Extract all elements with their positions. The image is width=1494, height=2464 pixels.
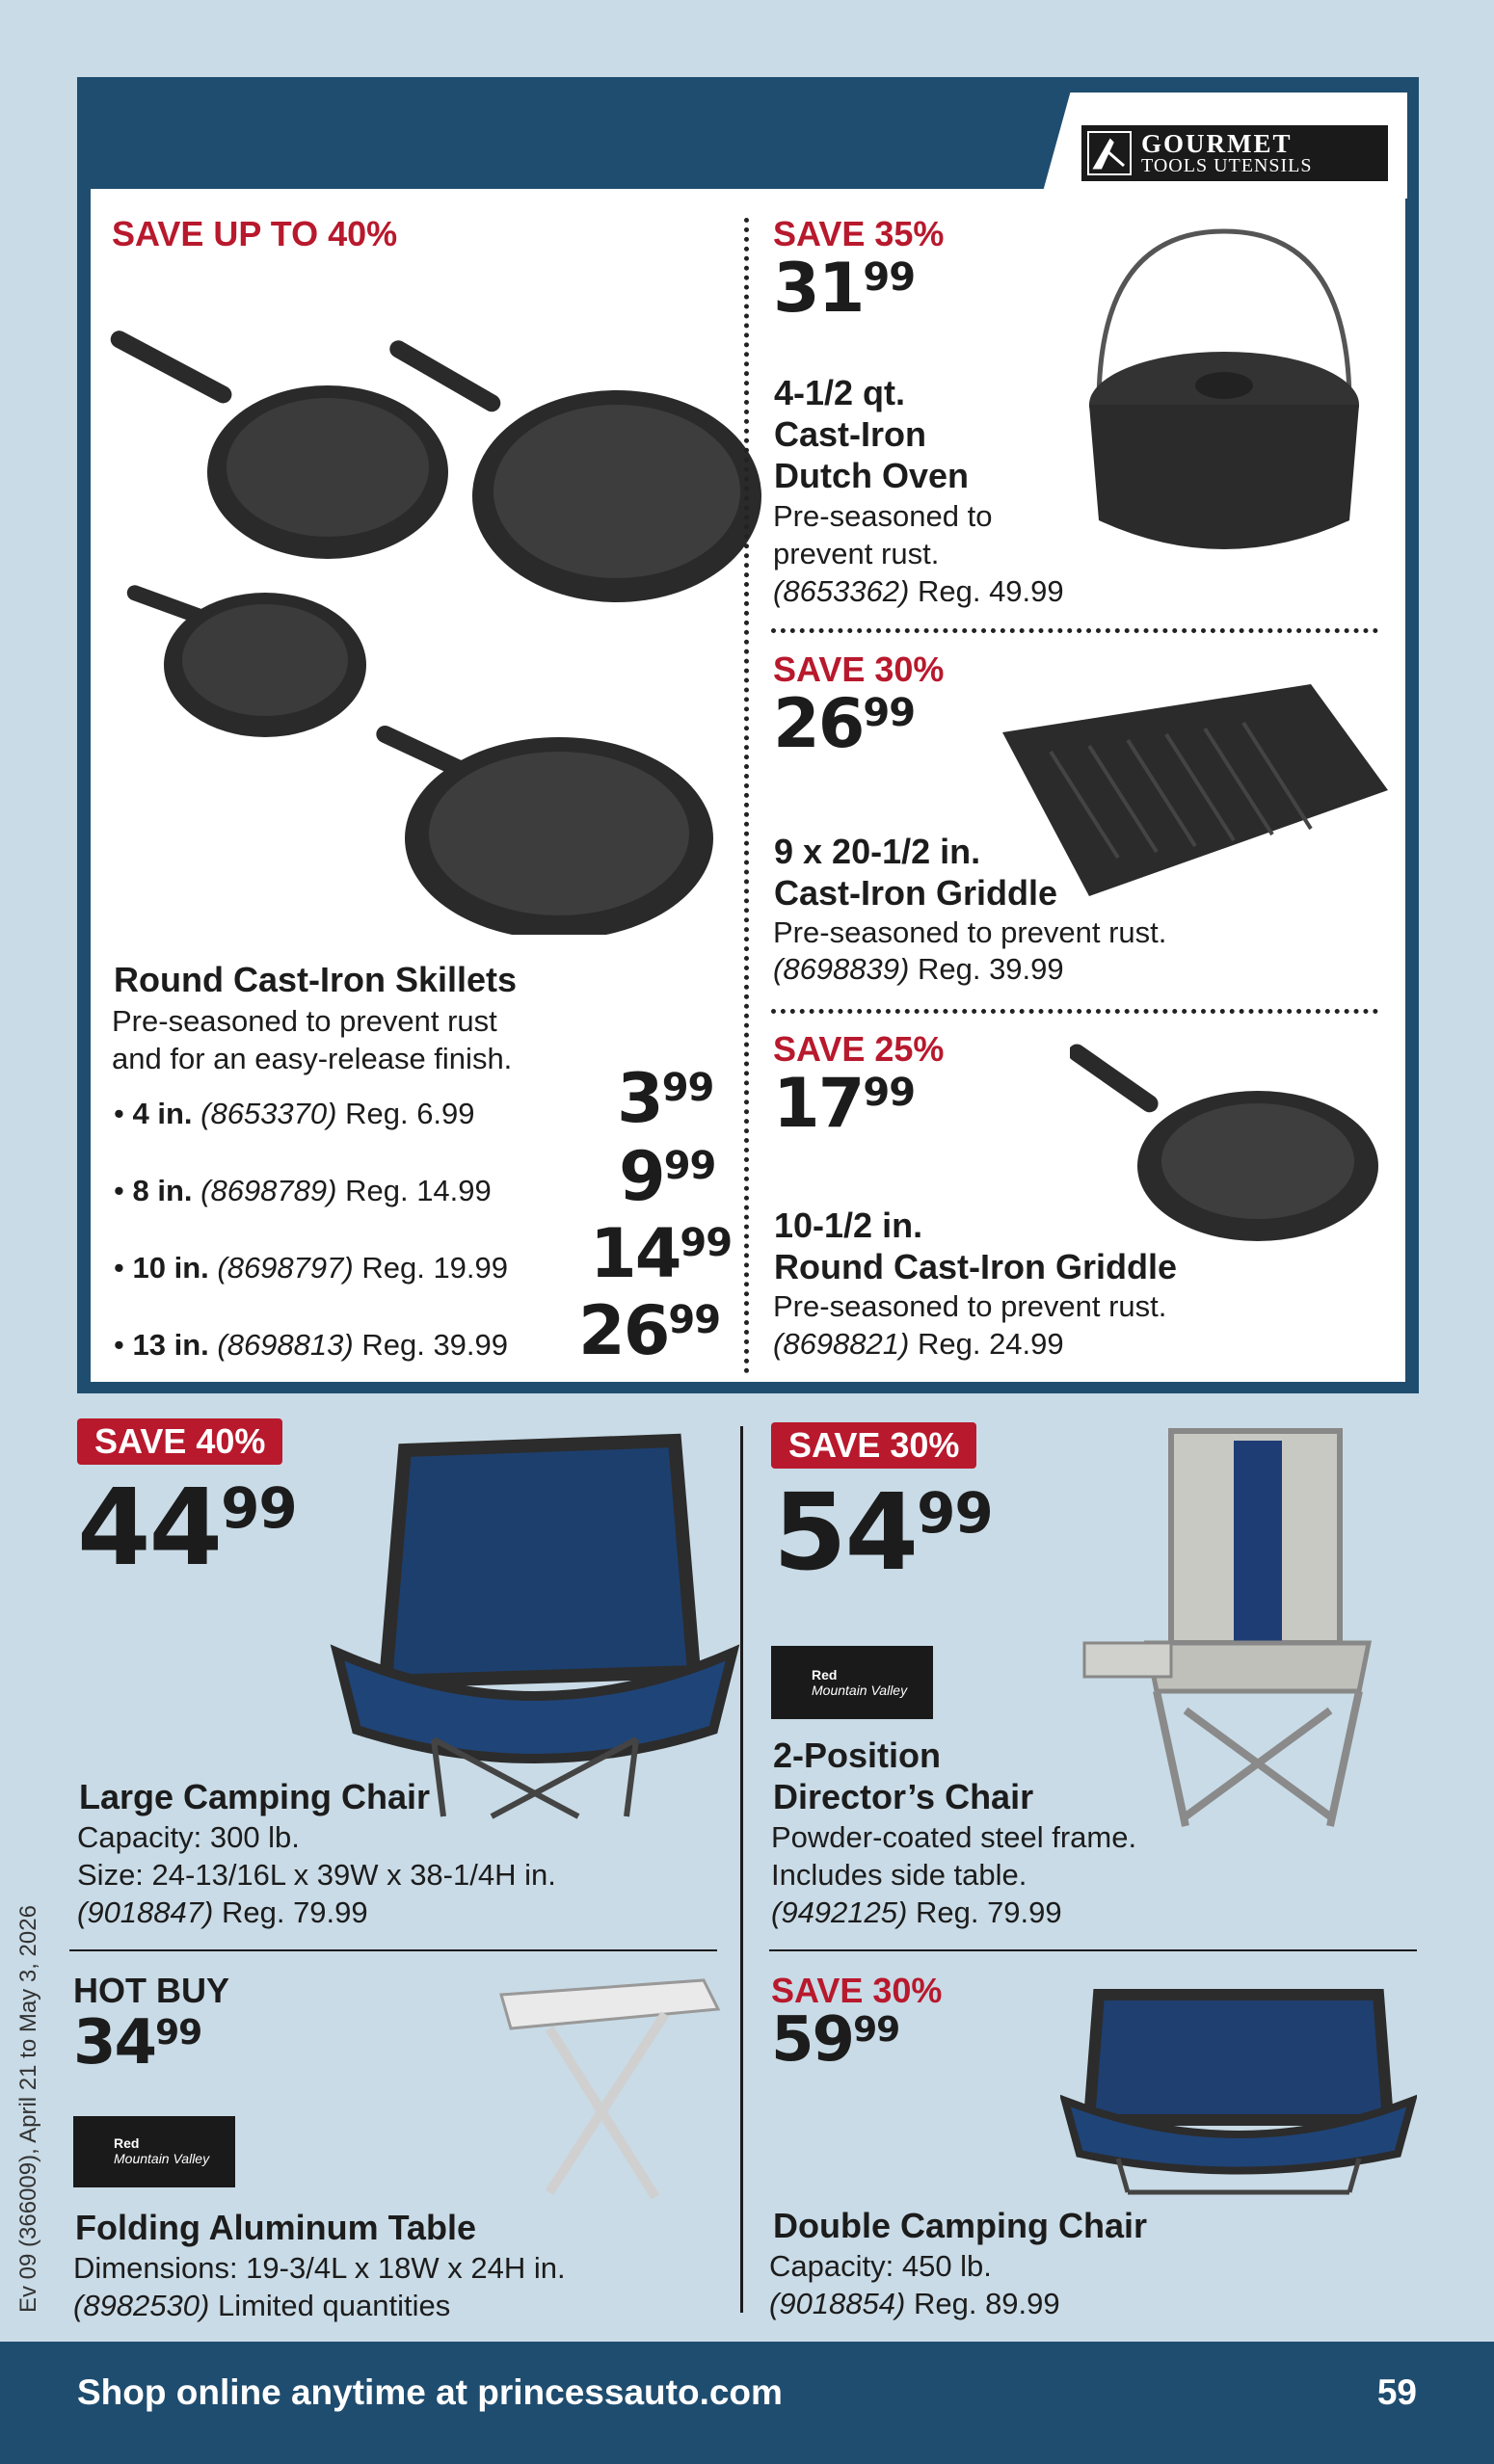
griddle-title2: Cast-Iron Griddle (774, 873, 1058, 913)
skillet-reg: Reg. 6.99 (345, 1097, 475, 1130)
directors-chair-save: SAVE 30% (771, 1422, 976, 1469)
red-mountain-valley-logo: Red Mountain Valley (771, 1646, 933, 1719)
skillet-price: $14^{99}$ (590, 1214, 733, 1293)
round-griddle-title1: 10-1/2 in. (774, 1206, 923, 1245)
skillet-reg: Reg. 39.99 (361, 1328, 509, 1362)
folding-table-image (492, 1975, 723, 2207)
griddle-reg: Reg. 39.99 (917, 952, 1064, 986)
directors-chair-title2: Director’s Chair (773, 1777, 1034, 1816)
directors-chair-price: $54^{99}$ (773, 1470, 993, 1594)
table-sku: (8982530) (73, 2289, 210, 2322)
double-chair-image (1060, 1975, 1417, 2197)
dutch-oven-title2: Cast-Iron (774, 414, 927, 454)
double-chair-reg: Reg. 89.99 (913, 2287, 1060, 2320)
brand-line2: TOOLS UTENSILS (1141, 155, 1313, 176)
table-price: $34^{99}$ (73, 2007, 202, 2079)
divider (769, 1949, 1417, 1951)
skillet-reg: Reg. 14.99 (345, 1174, 492, 1207)
dutch-oven-sku: (8653362) (773, 574, 910, 608)
brand-line1: GOURMET (1141, 129, 1293, 158)
gourmet-logo (1081, 125, 1388, 181)
skillet-size: 4 in. (132, 1097, 193, 1130)
skillets-desc2: and for an easy-release finish. (112, 1042, 513, 1075)
directors-chair-sku: (9492125) (771, 1895, 908, 1929)
round-griddle-desc: Pre-seasoned to prevent rust. (773, 1289, 1167, 1323)
large-chair-sku-line (77, 1894, 368, 1931)
round-griddle-sku: (8698821) (773, 1327, 910, 1361)
dutch-oven-save: SAVE 35% (773, 214, 945, 253)
skillet-size: 8 in. (132, 1174, 193, 1207)
round-griddle-sku-line (773, 1325, 1064, 1363)
large-chair-size: Size: 24-13/16L x 39W x 38-1/4H in. (77, 1858, 556, 1892)
footer (0, 2342, 1494, 2464)
large-chair-save: SAVE 40% (77, 1418, 282, 1465)
table-title: Folding Aluminum Table (75, 2208, 476, 2247)
directors-chair-title1: 2-Position (773, 1735, 942, 1775)
double-chair-sku: (9018854) (769, 2287, 906, 2320)
divider (771, 1009, 1378, 1014)
skillet-sku: (8698789) (200, 1174, 337, 1207)
large-chair-sku: (9018847) (77, 1895, 214, 1929)
table-save: HOT BUY (73, 1971, 229, 2010)
directors-chair-frame: Powder-coated steel frame. (771, 1820, 1137, 1854)
large-chair-reg: Reg. 79.99 (221, 1895, 368, 1929)
large-chair-image (328, 1421, 742, 1826)
skillet-sku: (8698797) (217, 1251, 354, 1285)
skillets-title: Round Cast-Iron Skillets (114, 960, 518, 999)
dutch-oven-price: $31^{99}$ (773, 249, 916, 328)
griddle-sku: (8698839) (773, 952, 910, 986)
round-griddle-reg: Reg. 24.99 (917, 1327, 1064, 1361)
griddle-sku-line (773, 950, 1064, 988)
double-chair-title: Double Camping Chair (773, 2206, 1148, 2245)
bullet-icon: • (114, 1097, 124, 1130)
table-sku-line (73, 2287, 450, 2324)
dutch-oven-title1: 4-1/2 qt. (774, 373, 906, 412)
skillet-sku: (8653370) (200, 1097, 337, 1130)
skillets-image (106, 318, 771, 935)
round-griddle-save: SAVE 25% (773, 1029, 945, 1069)
bullet-icon: • (114, 1174, 124, 1207)
bullet-icon: • (114, 1328, 124, 1362)
column-divider (744, 218, 749, 1374)
dutch-oven-reg: Reg. 49.99 (917, 574, 1064, 608)
divider (771, 628, 1378, 633)
double-chair-capacity: Capacity: 450 lb. (769, 2249, 992, 2283)
large-chair-price: $44^{99}$ (77, 1466, 297, 1589)
skillets-desc1: Pre-seasoned to prevent rust (112, 1004, 497, 1038)
directors-chair-reg: Reg. 79.99 (915, 1895, 1062, 1929)
directors-chair-table: Includes side table. (771, 1858, 1027, 1892)
skillet-reg: Reg. 19.99 (361, 1251, 509, 1285)
double-chair-save: SAVE 30% (771, 1971, 943, 2010)
skillet-price: $9^{99}$ (619, 1137, 716, 1216)
flyer-edition-text: Ev 09 (366009), April 21 to May 3, 2026 (15, 1905, 41, 2313)
dutch-oven-sku-line (773, 572, 1064, 610)
skillet-price: $26^{99}$ (578, 1291, 721, 1370)
griddle-save: SAVE 30% (773, 649, 945, 689)
skillet-sku: (8698813) (217, 1328, 354, 1362)
divider (69, 1949, 717, 1951)
round-griddle-title2: Round Cast-Iron Griddle (774, 1247, 1177, 1286)
bullet-icon: • (114, 1251, 124, 1285)
griddle-title1: 9 x 20-1/2 in. (774, 832, 981, 871)
round-griddle-image (1070, 1031, 1378, 1253)
round-griddle-price: $17^{99}$ (773, 1064, 916, 1143)
dutch-oven-title3: Dutch Oven (774, 456, 970, 495)
directors-chair-image (1080, 1421, 1417, 1845)
large-chair-capacity: Capacity: 300 lb. (77, 1820, 300, 1854)
large-chair-title: Large Camping Chair (79, 1777, 431, 1816)
griddle-price: $26^{99}$ (773, 684, 916, 763)
table-dims: Dimensions: 19-3/4L x 18W x 24H in. (73, 2251, 566, 2285)
skillet-size: 13 in. (132, 1328, 209, 1362)
skillet-size: 10 in. (132, 1251, 209, 1285)
red-mountain-valley-logo: Red Mountain Valley (73, 2116, 235, 2187)
griddle-desc: Pre-seasoned to prevent rust. (773, 915, 1167, 949)
page-number: 59 (1376, 2372, 1417, 2412)
directors-chair-sku-line (771, 1894, 1062, 1931)
dutch-oven-image (1060, 212, 1388, 569)
brand-mark-icon (1087, 131, 1132, 175)
dutch-oven-desc1: Pre-seasoned to (773, 499, 993, 533)
skillets-save: SAVE UP TO 40% (112, 214, 398, 253)
dutch-oven-desc2: prevent rust. (773, 537, 940, 570)
footer-link[interactable]: Shop online anytime at princessauto.com (77, 2372, 783, 2412)
double-chair-price: $59^{99}$ (771, 2004, 900, 2076)
skillet-price: $3^{99}$ (617, 1059, 714, 1138)
double-chair-sku-line (769, 2285, 1060, 2322)
table-note: Limited quantities (217, 2289, 451, 2322)
